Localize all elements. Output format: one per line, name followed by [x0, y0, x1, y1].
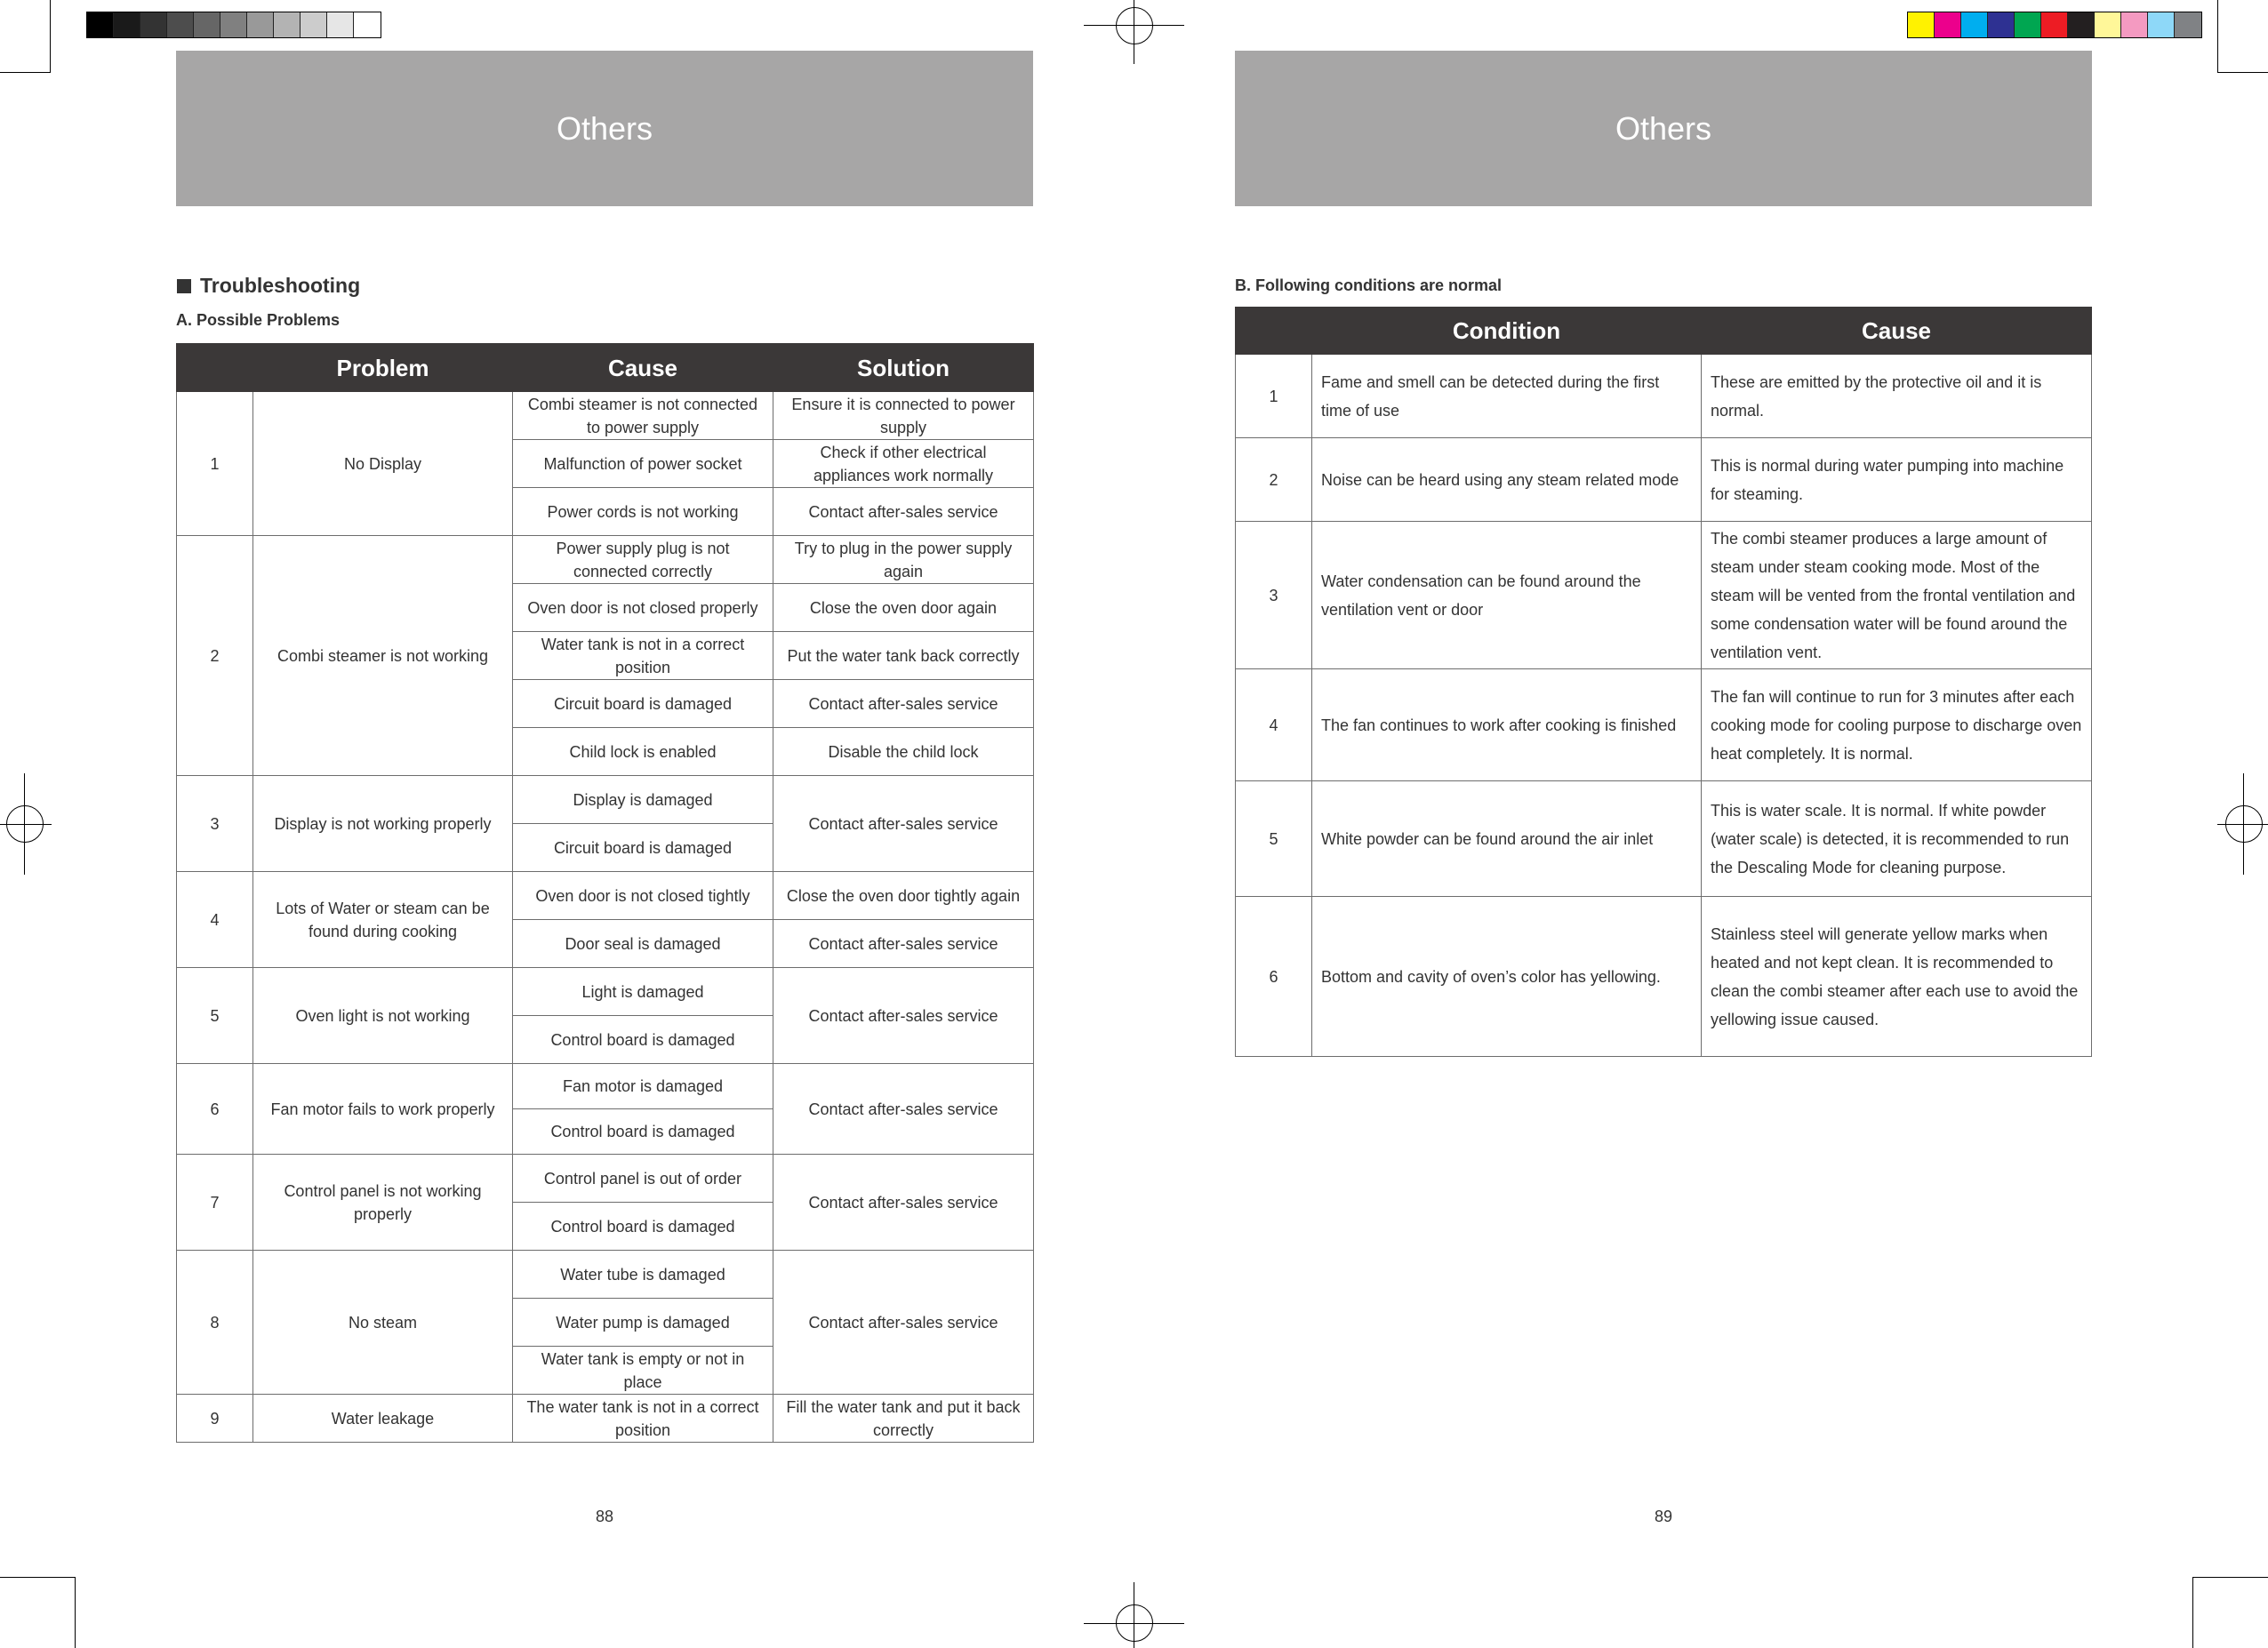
- cause-cell: Control board is damaged: [513, 1203, 773, 1251]
- row-number: 3: [177, 776, 253, 872]
- cause-cell: This is normal during water pumping into machine for steaming.: [1702, 438, 2092, 522]
- square-bullet-icon: [177, 279, 191, 293]
- color-swatch: [301, 12, 327, 37]
- cause-cell: Power cords is not working: [513, 488, 773, 536]
- page-number-right: 89: [1655, 1508, 1673, 1525]
- row-number: 3: [1236, 522, 1312, 669]
- row-number: 8: [177, 1251, 253, 1395]
- cause-cell: Water tank is empty or not in place: [513, 1347, 773, 1395]
- cause-cell: Stainless steel will generate yellow marks when heated and not kept clean. It is recommended to clean the combi steamer after each use to avoid the yellowing issue caused.: [1702, 897, 2092, 1057]
- row-number: 4: [1236, 669, 1312, 781]
- section-title-troubleshooting: [177, 274, 360, 298]
- solution-cell: Try to plug in the power supply again: [773, 536, 1034, 584]
- table-row: [1236, 355, 2092, 438]
- table-header-row: [1236, 308, 2092, 355]
- solution-cell: Check if other electrical appliances work normally: [773, 440, 1034, 488]
- condition-cell: Noise can be heard using any steam related mode: [1312, 438, 1702, 522]
- cause-cell: This is water scale. It is normal. If white powder (water scale) is detected, it is recommended to run the Descaling Mode for cleaning purpose.: [1702, 781, 2092, 897]
- row-number: 4: [177, 872, 253, 968]
- cause-cell: Water pump is damaged: [513, 1299, 773, 1347]
- row-number: 1: [177, 392, 253, 536]
- color-swatch: [274, 12, 301, 37]
- condition-cell: The fan continues to work after cooking is finished: [1312, 669, 1702, 781]
- color-swatch: [2041, 12, 2068, 37]
- row-number: 5: [1236, 781, 1312, 897]
- problem-cell: Oven light is not working: [253, 968, 513, 1064]
- color-swatch: [327, 12, 354, 37]
- table-row: [177, 1155, 1034, 1203]
- color-swatch: [1988, 12, 2015, 37]
- solution-cell: Contact after-sales service: [773, 680, 1034, 728]
- cause-cell: These are emitted by the protective oil and it is normal.: [1702, 355, 2092, 438]
- table-row: [177, 872, 1034, 920]
- problem-cell: No Display: [253, 392, 513, 536]
- table-header-row: [177, 344, 1034, 392]
- problem-cell: Fan motor fails to work properly: [253, 1064, 513, 1155]
- solution-cell: Contact after-sales service: [773, 1064, 1034, 1155]
- cause-cell: Malfunction of power socket: [513, 440, 773, 488]
- cause-cell: Fan motor is damaged: [513, 1064, 773, 1109]
- header-condition: Condition: [1312, 308, 1702, 355]
- cause-cell: Circuit board is damaged: [513, 680, 773, 728]
- cause-cell: The water tank is not in a correct position: [513, 1395, 773, 1443]
- row-number: 7: [177, 1155, 253, 1251]
- cause-cell: Water tube is damaged: [513, 1251, 773, 1299]
- cause-cell: Water tank is not in a correct position: [513, 632, 773, 680]
- header-number: [1236, 308, 1312, 355]
- cause-cell: Combi steamer is not connected to power supply: [513, 392, 773, 440]
- color-swatch: [1961, 12, 1988, 37]
- table-row: [177, 776, 1034, 824]
- row-number: 6: [1236, 897, 1312, 1057]
- color-swatch: [2121, 12, 2148, 37]
- right-header-banner: [1235, 51, 2092, 206]
- table-row: [177, 1251, 1034, 1299]
- row-number: 1: [1236, 355, 1312, 438]
- solution-cell: Contact after-sales service: [773, 1251, 1034, 1395]
- gray-swatch-bar: [86, 12, 381, 38]
- solution-cell: Close the oven door tightly again: [773, 872, 1034, 920]
- color-swatch: [247, 12, 274, 37]
- problem-cell: Combi steamer is not working: [253, 536, 513, 776]
- color-swatch: [2068, 12, 2095, 37]
- color-swatch: [194, 12, 220, 37]
- left-header-title: Others: [556, 109, 653, 147]
- cause-cell: Door seal is damaged: [513, 920, 773, 968]
- problem-cell: Water leakage: [253, 1395, 513, 1443]
- solution-cell: Ensure it is connected to power supply: [773, 392, 1034, 440]
- cause-cell: Display is damaged: [513, 776, 773, 824]
- cause-cell: Control board is damaged: [513, 1016, 773, 1064]
- color-swatch: [87, 12, 114, 37]
- header-solution: Solution: [773, 344, 1034, 392]
- solution-cell: Fill the water tank and put it back correctly: [773, 1395, 1034, 1443]
- row-number: 9: [177, 1395, 253, 1443]
- row-number: 5: [177, 968, 253, 1064]
- color-swatch: [114, 12, 140, 37]
- problem-cell: Display is not working properly: [253, 776, 513, 872]
- solution-cell: Put the water tank back correctly: [773, 632, 1034, 680]
- header-cause: Cause: [1702, 308, 2092, 355]
- table-row: [1236, 669, 2092, 781]
- color-swatch: [2095, 12, 2121, 37]
- cause-cell: Oven door is not closed tightly: [513, 872, 773, 920]
- right-header-title: Others: [1615, 109, 1712, 147]
- color-swatch: [167, 12, 194, 37]
- solution-cell: Contact after-sales service: [773, 776, 1034, 872]
- cause-cell: The combi steamer produces a large amount of steam under steam cooking mode. Most of the steam will be vented from the frontal ventilation and some condensation water will be found around the ventilation vent.: [1702, 522, 2092, 669]
- section-title-text: Troubleshooting: [200, 274, 361, 297]
- solution-cell: Contact after-sales service: [773, 1155, 1034, 1251]
- possible-problems-table: [176, 343, 1034, 1443]
- normal-conditions-table: [1235, 307, 2092, 1057]
- color-swatch: [1935, 12, 1961, 37]
- cause-cell: Power supply plug is not connected correctly: [513, 536, 773, 584]
- table-row: [177, 1395, 1034, 1443]
- color-swatch: [2175, 12, 2201, 37]
- table-row: [177, 968, 1034, 1016]
- cause-cell: Oven door is not closed properly: [513, 584, 773, 632]
- subsection-title-b: B. Following conditions are normal: [1235, 276, 1503, 294]
- condition-cell: White powder can be found around the air inlet: [1312, 781, 1702, 897]
- left-header-banner: [176, 51, 1033, 206]
- row-number: 2: [177, 536, 253, 776]
- table-row: [1236, 897, 2092, 1057]
- condition-cell: Fame and smell can be detected during the first time of use: [1312, 355, 1702, 438]
- solution-cell: Disable the child lock: [773, 728, 1034, 776]
- table-row: [1236, 522, 2092, 669]
- cause-cell: Child lock is enabled: [513, 728, 773, 776]
- color-swatch: [1908, 12, 1935, 37]
- color-swatch: [140, 12, 167, 37]
- cause-cell: Light is damaged: [513, 968, 773, 1016]
- solution-cell: Contact after-sales service: [773, 968, 1034, 1064]
- page-number-left: 88: [596, 1508, 614, 1525]
- row-number: 6: [177, 1064, 253, 1155]
- problem-cell: Lots of Water or steam can be found during cooking: [253, 872, 513, 968]
- table-row: [177, 536, 1034, 584]
- table-row: [1236, 438, 2092, 522]
- color-swatch: [2148, 12, 2175, 37]
- solution-cell: Close the oven door again: [773, 584, 1034, 632]
- cause-cell: The fan will continue to run for 3 minutes after each cooking mode for cooling purpose to discharge oven heat completely. It is normal.: [1702, 669, 2092, 781]
- cause-cell: Control panel is out of order: [513, 1155, 773, 1203]
- subsection-title-a: A. Possible Problems: [176, 311, 341, 329]
- solution-cell: Contact after-sales service: [773, 920, 1034, 968]
- color-swatch-bar: [1907, 12, 2202, 38]
- problem-cell: Control panel is not working properly: [253, 1155, 513, 1251]
- table-row: [177, 1064, 1034, 1109]
- condition-cell: Bottom and cavity of oven’s color has yellowing.: [1312, 897, 1702, 1057]
- color-swatch: [2015, 12, 2041, 37]
- cause-cell: Circuit board is damaged: [513, 824, 773, 872]
- condition-cell: Water condensation can be found around the ventilation vent or door: [1312, 522, 1702, 669]
- problem-cell: No steam: [253, 1251, 513, 1395]
- row-number: 2: [1236, 438, 1312, 522]
- solution-cell: Contact after-sales service: [773, 488, 1034, 536]
- table-row: [1236, 781, 2092, 897]
- color-swatch: [220, 12, 247, 37]
- table-row: [177, 392, 1034, 440]
- cause-cell: Control board is damaged: [513, 1109, 773, 1155]
- header-problem: Problem: [253, 344, 513, 392]
- header-number: [177, 344, 253, 392]
- color-swatch: [354, 12, 381, 37]
- header-cause: Cause: [513, 344, 773, 392]
